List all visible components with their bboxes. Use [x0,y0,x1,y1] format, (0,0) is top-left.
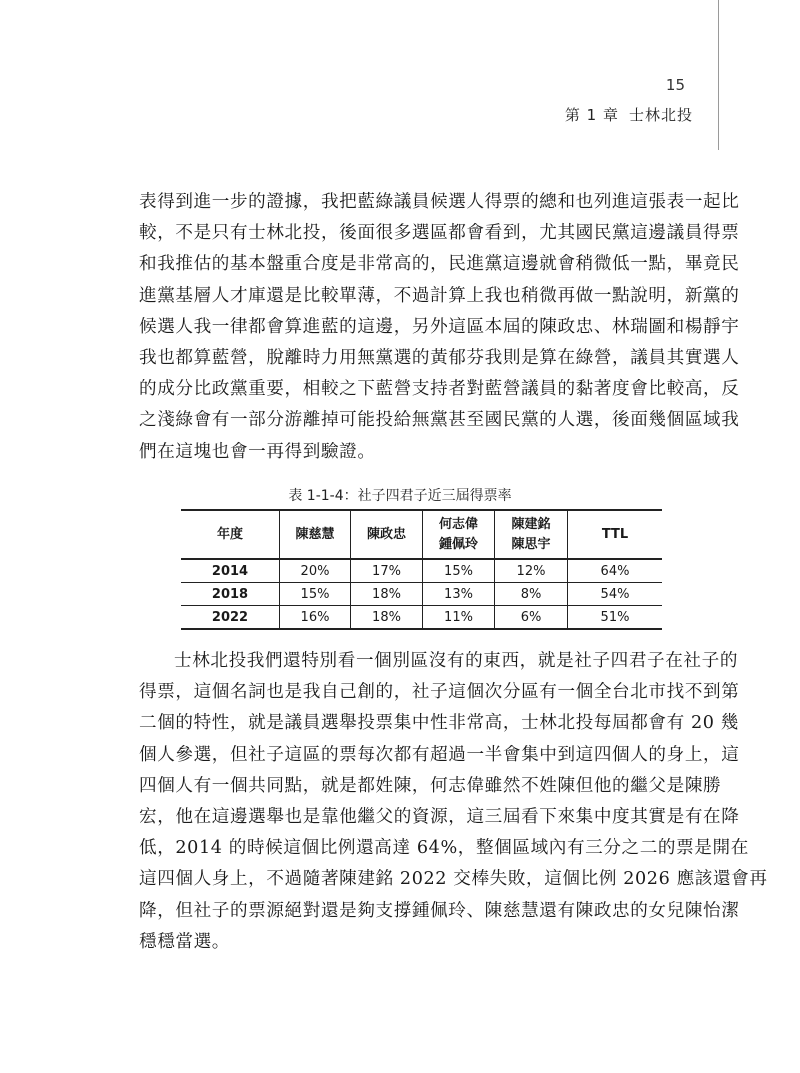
table-cell: 16% [280,606,351,630]
text-line: 我也都算藍營，脫離時力用無黨選的黃郁芬我則是算在綠營，議員其實選人 [139,348,740,369]
table-cell: 20% [280,559,351,583]
table-cell: 6% [495,606,568,630]
text-line: 的成分比政黨重要，相較之下藍營支持者對藍營議員的黏著度會比較高，反 [139,379,740,400]
body-paragraph-2 [139,646,768,958]
body-paragraph-1 [139,187,740,468]
chapter-number: 第 1 章 [564,106,619,124]
table-cell: 11% [423,606,495,630]
table-cell: 13% [423,583,495,606]
header-candidate-1: 陳慈慧 [280,510,351,559]
header-candidate-3 [423,510,495,559]
header-year: 年度 [181,510,280,559]
text-line: 二個的特性，就是議員選舉投票集中性非常高，士林北投每屆都會有 20 幾 [139,713,739,734]
header-candidate-4 [495,510,568,559]
table-row [181,559,662,583]
cell-year: 2022 [181,606,280,630]
table-row [181,583,662,606]
table-cell: 18% [351,606,423,630]
table-cell: 15% [423,559,495,583]
table-caption: 表 1-1-4：社子四君子近三屆得票率 [288,488,512,504]
table-cell: 18% [351,583,423,606]
text-line: 得票，這個名詞也是我自己創的，社子這個次分區有一個全台北市找不到第 [139,682,740,703]
header-candidate-4a: 陳建銘 [511,516,551,532]
header-candidate-2: 陳政忠 [351,510,423,559]
table-cell: 51% [568,606,663,630]
text-line: 這四個人身上，不過隨著陳建銘 2022 交棒失敗，這個比例 2026 應該還會再 [139,869,768,890]
text-line: 四個人有一個共同點，就是都姓陳，何志偉雖然不姓陳但他的繼父是陳勝 [139,775,722,796]
page-number: 15 [665,76,685,94]
table-cell: 15% [280,583,351,606]
text-line: 們在這塊也會一再得到驗證。 [139,441,376,462]
cell-year: 2018 [181,583,280,606]
text-line: 低，2014 的時候這個比例還高達 64%，整個區域內有三分之二的票是開在 [139,838,749,859]
table-cell: 17% [351,559,423,583]
table-cell: 12% [495,559,568,583]
text-line: 較，不是只有士林北投，後面很多選區都會看到，尤其國民黨這邊議員得票 [139,223,740,244]
text-line: 穩穩當選。 [139,931,230,952]
table-row [181,606,662,630]
text-line: 之淺綠會有一部分游離掉可能投給無黨甚至國民黨的人選，後面幾個區域我 [139,410,740,431]
text-line: 和我推估的基本盤重合度是非常高的，民進黨這邊就會稍微低一點，畢竟民 [139,254,740,275]
text-line: 降，但社子的票源絕對還是夠支撐鍾佩玲、陳慈慧還有陳政忠的女兒陳怡潔 [139,900,740,921]
text-line: 候選人我一律都會算進藍的這邊，另外這區本屆的陳政忠、林瑞圖和楊靜宇 [139,316,740,337]
text-line: 進黨基層人才庫還是比較單薄，不過計算上我也稍微再做一點說明，新黨的 [139,285,740,306]
running-header [565,104,693,125]
header-candidate-3b: 鍾佩玲 [438,536,478,552]
text-line: 個人參選，但社子這區的票每次都有超過一半會集中到這四個人的身上，這 [139,744,740,765]
text-line: 士林北投我們還特別看一個別區沒有的東西，就是社子四君子在社子的 [174,651,739,671]
cell-year: 2014 [181,559,280,583]
vote-share-table [181,509,662,630]
table-cell: 54% [568,583,663,606]
header-candidate-3a: 何志偉 [438,516,478,532]
page-spine-line [718,0,719,150]
header-total: TTL [568,510,663,559]
table-cell: 8% [495,583,568,606]
text-line: 宏，他在這邊選舉也是靠他繼父的資源，這三屆看下來集中度其實是有在降 [139,807,740,828]
header-candidate-4b: 陳思宇 [511,536,551,552]
text-line: 表得到進一步的證據，我把藍綠議員候選人得票的總和也列進這張表一起比 [139,192,740,212]
table-header-row [181,510,662,559]
table-cell: 64% [568,559,663,583]
chapter-title: 士林北投 [628,106,693,124]
